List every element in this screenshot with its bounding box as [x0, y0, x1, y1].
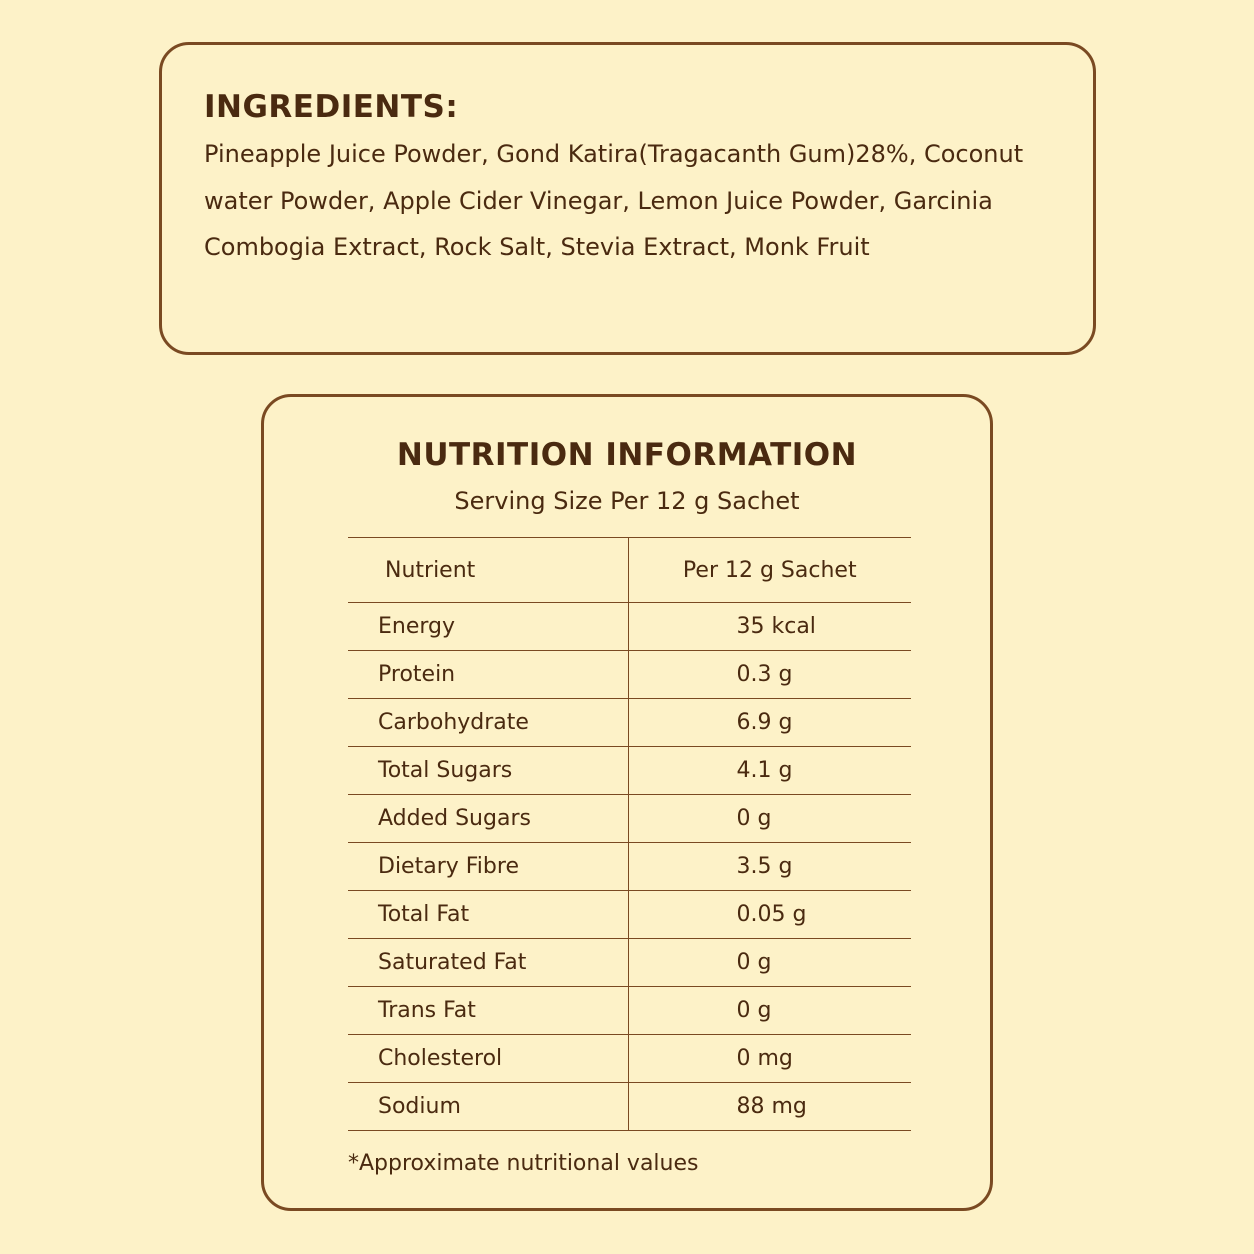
nutrient-value: 0 g	[628, 987, 911, 1035]
table-row	[348, 651, 911, 699]
nutrient-name: Total Sugars	[348, 747, 628, 795]
column-header-nutrient: Nutrient	[348, 538, 628, 603]
nutrition-table	[348, 537, 911, 1131]
table-row	[348, 603, 911, 651]
nutrient-value: 35 kcal	[628, 603, 911, 651]
column-header-value: Per 12 g Sachet	[628, 538, 911, 603]
nutrient-value: 6.9 g	[628, 699, 911, 747]
ingredients-text: Pineapple Juice Powder, Gond Katira(Tragacanth Gum)28%, Coconut water Powder, Apple Cider Vinegar, Lemon Juice Powder, Garcinia Combogia Extract, Rock Salt, Stevia Extract, Monk Fruit	[204, 140, 1024, 261]
nutrient-value: 0.05 g	[628, 891, 911, 939]
footnote: *Approximate nutritional values	[348, 1151, 699, 1176]
nutrient-name: Cholesterol	[348, 1035, 628, 1083]
table-row	[348, 843, 911, 891]
table-row	[348, 1083, 911, 1131]
table-row	[348, 699, 911, 747]
nutrient-name: Sodium	[348, 1083, 628, 1131]
nutrient-name: Carbohydrate	[348, 699, 628, 747]
nutrient-value: 4.1 g	[628, 747, 911, 795]
table-row	[348, 939, 911, 987]
ingredients-title: INGREDIENTS:	[204, 89, 459, 125]
serving-size: Serving Size Per 12 g Sachet	[454, 487, 800, 515]
table-row	[348, 987, 911, 1035]
table-row	[348, 891, 911, 939]
nutrient-name: Total Fat	[348, 891, 628, 939]
nutrition-title: NUTRITION INFORMATION	[396, 437, 858, 473]
nutrient-name: Saturated Fat	[348, 939, 628, 987]
nutrient-value: 0.3 g	[628, 651, 911, 699]
nutrient-value: 0 g	[628, 795, 911, 843]
nutrient-value: 0 mg	[628, 1035, 911, 1083]
table-row	[348, 795, 911, 843]
ingredients-card	[159, 42, 1096, 355]
nutrient-name: Protein	[348, 651, 628, 699]
nutrient-name: Energy	[348, 603, 628, 651]
nutrient-name: Dietary Fibre	[348, 843, 628, 891]
nutrition-card	[261, 394, 993, 1211]
table-header-row	[348, 538, 911, 603]
nutrient-name: Trans Fat	[348, 987, 628, 1035]
nutrient-value: 88 mg	[628, 1083, 911, 1131]
table-row	[348, 747, 911, 795]
table-row	[348, 1035, 911, 1083]
nutrient-value: 0 g	[628, 939, 911, 987]
nutrient-value: 3.5 g	[628, 843, 911, 891]
nutrient-name: Added Sugars	[348, 795, 628, 843]
